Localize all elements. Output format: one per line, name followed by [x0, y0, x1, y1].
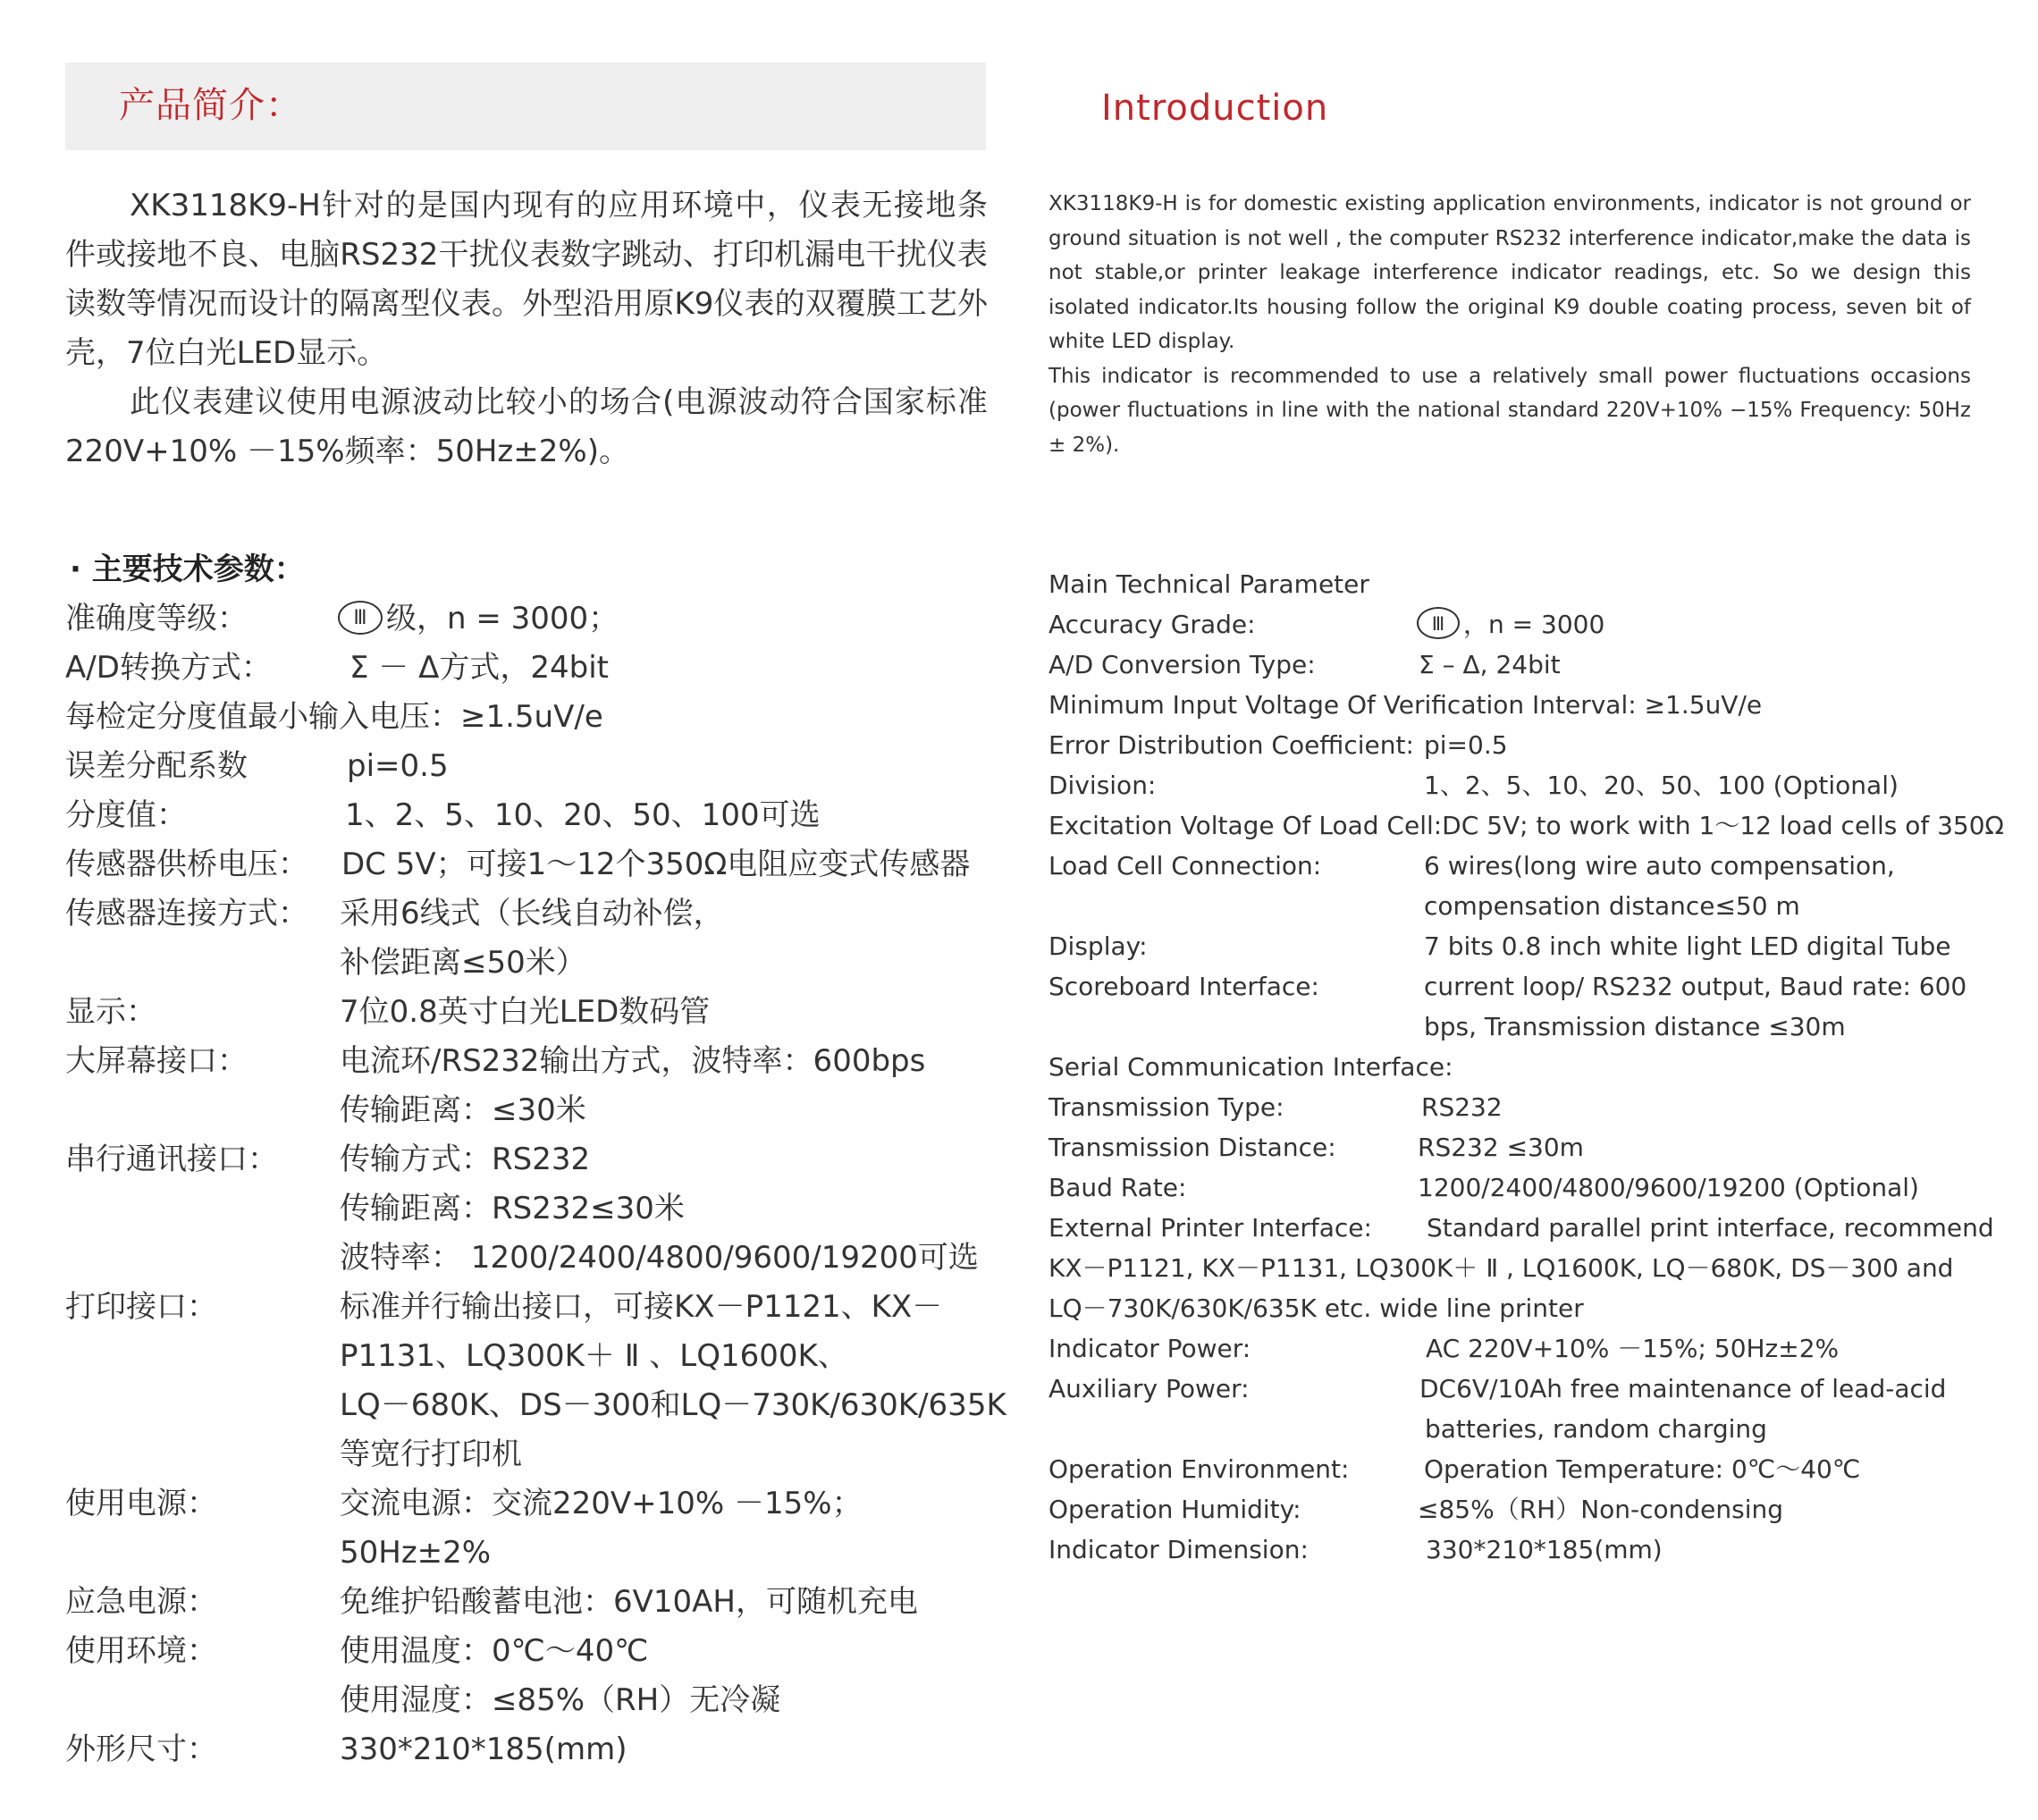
en-param-value: compensation distance≤50 m	[1424, 891, 1800, 921]
cn-param-label: 分度值：	[65, 797, 187, 833]
en-param-printer	[1048, 1208, 1994, 1328]
cn-param-label: 准确度等级：	[65, 601, 248, 636]
en-param-connection	[1048, 846, 1974, 926]
cn-param-value: pi=0.5	[347, 748, 449, 784]
cn-param-value: 传输方式：RS232	[340, 1142, 591, 1177]
grade-iii-icon: Ⅲ	[1417, 607, 1460, 639]
cn-param-printer	[65, 1283, 1006, 1479]
cn-param-value: 补偿距离≤50米）	[340, 945, 586, 981]
cn-param-value: 330*210*185(mm)	[340, 1732, 627, 1767]
en-param-label: Transmission Distance:	[1048, 1133, 1336, 1162]
en-param-label: Indicator Power:	[1048, 1334, 1251, 1363]
cn-param-label: 串行通讯接口：	[65, 1142, 278, 1177]
cn-param-error	[65, 742, 995, 791]
en-param-label: Baud Rate:	[1048, 1173, 1187, 1202]
en-param-value: LQ－730K/630K/635K etc. wide line printer	[1048, 1293, 1584, 1323]
en-param-label: Auxiliary Power:	[1048, 1374, 1250, 1403]
en-param-aux-power	[1048, 1369, 1974, 1449]
cn-param-value: 50Hz±2%	[340, 1535, 492, 1571]
cn-param-value: 7位0.8英寸白光LED数码管	[340, 994, 711, 1030]
en-param-ad	[1048, 645, 1974, 685]
en-param-value: 1、2、5、10、20、50、100 (Optional)	[1424, 771, 1899, 800]
en-param-text: Serial Communication Interface:	[1048, 1052, 1453, 1082]
cn-param-emergency	[65, 1578, 995, 1627]
cn-param-min-voltage	[65, 693, 995, 742]
en-param-value: ，n = 3000	[1463, 610, 1605, 639]
cn-param-label: 大屏幕接口：	[65, 1043, 248, 1079]
en-intro-paragraph: XK3118K9-H is for domestic existing application environments, indicator is not ground or ground situation is not well , the computer RS232 interference indicator,make the data is not stable,or printer leakage interference indicator readings, etc. So we design this isolated indicator.Its housing follow the original K9 double coating process, seven bit of white LED display.	[1048, 192, 1971, 353]
en-param-value: Σ – Δ, 24bit	[1419, 650, 1561, 679]
en-param-serial-heading	[1048, 1047, 1974, 1087]
en-param-value: batteries, random charging	[1425, 1414, 1767, 1444]
cn-param-value: P1131、LQ300K＋ Ⅱ 、LQ1600K、	[340, 1338, 848, 1374]
en-param-scoreboard	[1048, 966, 1974, 1047]
en-param-label: Division:	[1048, 771, 1157, 800]
en-param-transmission-distance	[1048, 1127, 1974, 1167]
en-params-heading: Main Technical Parameter	[1048, 569, 1369, 599]
en-param-label: A/D Conversion Type:	[1048, 650, 1316, 679]
en-param-value: AC 220V+10% －15%; 50Hz±2%	[1426, 1334, 1840, 1363]
en-param-value: ≤85%（RH）Non-condensing	[1418, 1495, 1784, 1524]
en-param-label: Operation Environment:	[1048, 1454, 1350, 1484]
en-param-power	[1048, 1328, 1974, 1369]
en-param-label: Indicator Dimension:	[1048, 1535, 1309, 1564]
cn-param-value: 1、2、5、10、20、50、100可选	[345, 797, 821, 833]
en-param-min-voltage	[1048, 685, 1974, 725]
cn-param-label: 传感器供桥电压：	[65, 847, 308, 882]
cn-param-value: DC 5V；可接1～12个350Ω电阻应变式传感器	[341, 847, 971, 882]
cn-param-value: 标准并行输出接口，可接KX－P1121、KX－	[340, 1289, 943, 1325]
en-param-value: current loop/ RS232 output, Baud rate: 600	[1424, 972, 1967, 1001]
en-param-display	[1048, 926, 1974, 966]
en-param-excitation	[1048, 805, 2004, 846]
cn-param-value: 使用湿度：≤85%（RH）无冷凝	[340, 1682, 781, 1718]
en-param-value: RS232 ≤30m	[1418, 1133, 1584, 1162]
en-param-label: Transmission Type:	[1048, 1092, 1284, 1122]
cn-param-value: 交流电源：交流220V+10% －15%；	[340, 1486, 863, 1521]
cn-param-value: 采用6线式（长线自动补偿，	[340, 896, 724, 931]
cn-param-division	[65, 791, 995, 840]
cn-param-label: 显示：	[65, 994, 156, 1030]
cn-param-value: 免维护铅酸蓄电池：6V10AH，可随机充电	[340, 1584, 918, 1620]
en-param-label: Scoreboard Interface:	[1048, 972, 1319, 1001]
cn-params-heading: · 主要技术参数：	[70, 552, 305, 587]
cn-param-value: 使用温度：0℃～40℃	[340, 1633, 649, 1669]
cn-param-display	[65, 988, 995, 1037]
en-param-error	[1048, 725, 1974, 765]
cn-param-label: 应急电源：	[65, 1584, 217, 1620]
en-param-transmission-type	[1048, 1087, 1974, 1127]
en-param-baud-rate	[1048, 1167, 1974, 1208]
cn-param-value: 传输距离：≤30米	[340, 1092, 586, 1128]
en-param-value: pi=0.5	[1424, 730, 1508, 760]
en-param-value: bps, Transmission distance ≤30m	[1424, 1012, 1846, 1041]
en-param-value: Operation Temperature: 0℃～40℃	[1424, 1454, 1861, 1484]
cn-param-label: 误差分配系数	[65, 748, 248, 784]
en-param-label: Operation Humidity:	[1048, 1495, 1301, 1524]
cn-param-label: 使用电源：	[65, 1486, 217, 1521]
en-param-value: RS232	[1421, 1092, 1503, 1122]
en-param-value: 1200/2400/4800/9600/19200 (Optional)	[1418, 1173, 1919, 1202]
en-param-value: Standard parallel print interface, recommend	[1427, 1213, 1994, 1243]
grade-iii-icon: Ⅲ	[338, 601, 383, 635]
cn-param-value: 电流环/RS232输出方式，波特率：600bps	[340, 1043, 926, 1079]
cn-param-environment	[65, 1627, 995, 1725]
cn-param-value: 级，n = 3000；	[386, 601, 619, 636]
cn-param-value: 波特率： 1200/2400/4800/9600/19200可选	[340, 1240, 979, 1276]
cn-intro-paragraph: 此仪表建议使用电源波动比较小的场合(电源波动符合国家标准220V+10% －15%频率：50Hz±2%)。	[65, 384, 988, 469]
en-param-humidity	[1048, 1489, 1974, 1529]
en-intro-paragraph: This indicator is recommended to use a relatively small power fluctuations occasions (power fluctuations in line with the national standard 220V+10% −15% Frequency: 50Hz ± 2%).	[1048, 364, 1971, 457]
en-param-environment	[1048, 1449, 1974, 1489]
cn-param-value: Σ － Δ方式，24bit	[349, 650, 609, 686]
en-param-label: External Printer Interface:	[1048, 1213, 1372, 1243]
en-param-label: Load Cell Connection:	[1048, 851, 1322, 881]
cn-param-value: 等宽行打印机	[340, 1437, 522, 1472]
cn-param-label: 外形尺寸：	[65, 1732, 217, 1767]
en-param-text: Excitation Voltage Of Load Cell:DC 5V; to work with 1～12 load cells of 350Ω	[1048, 811, 2004, 840]
en-param-label: Error Distribution Coefficient:	[1048, 730, 1414, 760]
cn-param-accuracy	[65, 594, 995, 644]
cn-intro-paragraph: XK3118K9-H针对的是国内现有的应用环境中，仪表无接地条件或接地不良、电脑RS232干扰仪表数字跳动、打印机漏电干扰仪表读数等情况而设计的隔离型仪表。外型沿用原K9仪表的双覆膜工艺外壳，7位白光LED显示。	[65, 188, 988, 371]
cn-param-connection	[65, 889, 995, 988]
cn-param-scoreboard	[65, 1037, 995, 1135]
en-param-label: Display:	[1048, 931, 1148, 961]
en-section-title: Introduction	[1101, 88, 1329, 129]
cn-intro	[65, 181, 988, 476]
en-param-value: 7 bits 0.8 inch white light LED digital Tube	[1424, 931, 1951, 961]
cn-param-ad	[65, 644, 995, 693]
cn-param-excitation	[65, 840, 995, 889]
cn-param-label: 使用环境：	[65, 1633, 217, 1669]
en-param-value: DC6V/10Ah free maintenance of lead-acid	[1419, 1374, 1947, 1403]
en-param-dimension	[1048, 1529, 1974, 1570]
cn-param-dimension	[65, 1725, 995, 1774]
cn-section-title: 产品简介：	[119, 85, 302, 126]
en-param-division	[1048, 765, 1974, 805]
en-param-value: KX－P1121, KX－P1131, LQ300K＋ Ⅱ , LQ1600K, LQ－680K, DS－300 and	[1048, 1253, 1954, 1283]
cn-param-label: A/D转换方式：	[65, 650, 272, 686]
cn-param-label: 打印接口：	[65, 1289, 217, 1325]
en-param-accuracy	[1048, 604, 1974, 645]
cn-param-serial	[65, 1135, 995, 1283]
cn-param-text: 每检定分度值最小输入电压：≥1.5uV/e	[65, 699, 603, 735]
en-param-value: 6 wires(long wire auto compensation,	[1424, 851, 1895, 881]
cn-param-power	[65, 1479, 995, 1578]
en-param-text: Minimum Input Voltage Of Verification Interval: ≥1.5uV/e	[1048, 690, 1763, 720]
en-intro	[1048, 187, 1971, 462]
cn-param-value: LQ－680K、DS－300和LQ－730K/630K/635K	[340, 1387, 1006, 1423]
cn-param-value: 传输距离：RS232≤30米	[340, 1191, 685, 1226]
cn-param-label: 传感器连接方式：	[65, 896, 308, 931]
en-param-label: Accuracy Grade:	[1048, 610, 1256, 639]
cn-params-list	[65, 594, 1006, 1774]
en-params-list	[1048, 604, 2004, 1570]
en-param-value: 330*210*185(mm)	[1426, 1535, 1663, 1564]
